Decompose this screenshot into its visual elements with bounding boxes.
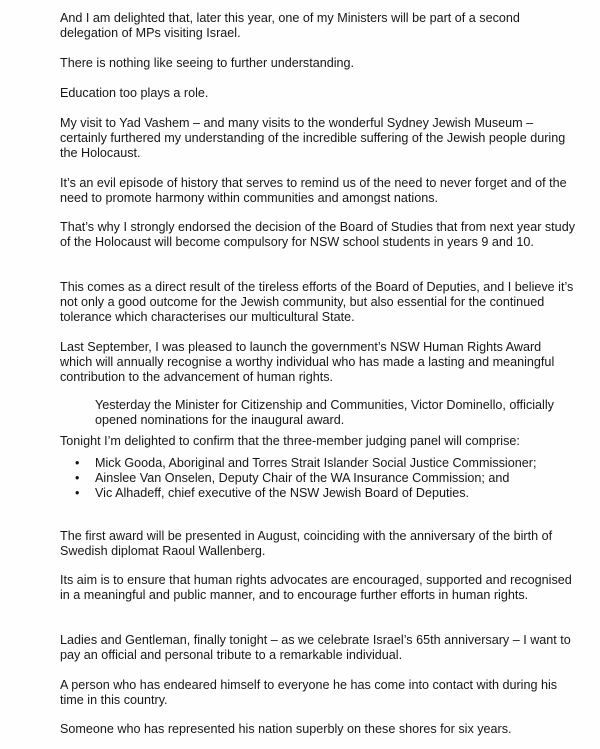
paragraph-yad-vashem: My visit to Yad Vashem – and many visits to the wonderful Sydney Jewish Museum – certainly furthered my understanding of the incredible suffering of the Jewish people during the Holocaust. — [60, 116, 566, 160]
paragraph-judging-panel: Tonight I’m delighted to confirm that the three-member judging panel will comprise: — [60, 434, 520, 448]
paragraph-endeared: A person who has endeared himself to everyone he has come into contact with during his time in this country. — [60, 678, 558, 707]
paragraph-seeing-understanding: There is nothing like seeing to further understanding. — [60, 56, 355, 70]
list-item-text: Vic Alhadeff, chief executive of the NSW Jewish Board of Deputies. — [95, 486, 470, 500]
list-item-text: Ainslee Van Onselen, Deputy Chair of the WA Insurance Commission; and — [95, 471, 510, 485]
bullet-marker: • — [75, 486, 80, 500]
bullet-marker: • — [75, 471, 80, 485]
list-item — [60, 486, 575, 501]
paragraph-board-of-deputies: This comes as a direct result of the tireless efforts of the Board of Deputies, and I believe it’s not only a good outcome for the Jewish community, but also essential for the continued tolerance which characterises our multicultural State. — [60, 280, 574, 324]
paragraph-first-award: The first award will be presented in August, coinciding with the anniversary of the birth of Swedish diplomat Raoul Wallenberg. — [60, 529, 553, 558]
paragraph-tribute: Ladies and Gentleman, finally tonight – as we celebrate Israel’s 65th anniversary – I want to pay an official and personal tribute to a remarkable individual. — [60, 633, 571, 662]
list-item-text: Mick Gooda, Aboriginal and Torres Strait Islander Social Justice Commissioner; — [95, 456, 537, 470]
paragraph-six-years: Someone who has represented his nation superbly on these shores for six years. — [60, 722, 512, 736]
judging-panel-list — [60, 456, 575, 501]
list-item — [60, 471, 575, 486]
paragraph-human-rights-award: Last September, I was pleased to launch the government’s NSW Human Rights Award which will annually recognise a worthy individual who has made a lasting and meaningful contribution to the advancement of human rights. — [60, 340, 555, 384]
paragraph-board-of-studies: That’s why I strongly endorsed the decision of the Board of Studies that from next year study of the Holocaust will become compulsory for NSW school students in years 9 and 10. — [60, 220, 575, 249]
paragraph-award-aim: Its aim is to ensure that human rights advocates are encouraged, supported and recognised in a meaningful and public manner, and to encourage further efforts in human rights. — [60, 573, 572, 602]
paragraph-education-role: Education too plays a role. — [60, 86, 209, 100]
paragraph-second-delegation: And I am delighted that, later this year, one of my Ministers will be part of a second delegation of MPs visiting Israel. — [60, 11, 520, 40]
list-item — [60, 456, 575, 471]
paragraph-nominations-opened: Yesterday the Minister for Citizenship and Communities, Victor Dominello, officially opened nominations for the inaugural award. — [95, 398, 554, 427]
bullet-marker: • — [75, 456, 80, 470]
paragraph-evil-episode: It’s an evil episode of history that serves to remind us of the need to never forget and of the need to promote harmony within communities and amongst nations. — [60, 176, 567, 205]
